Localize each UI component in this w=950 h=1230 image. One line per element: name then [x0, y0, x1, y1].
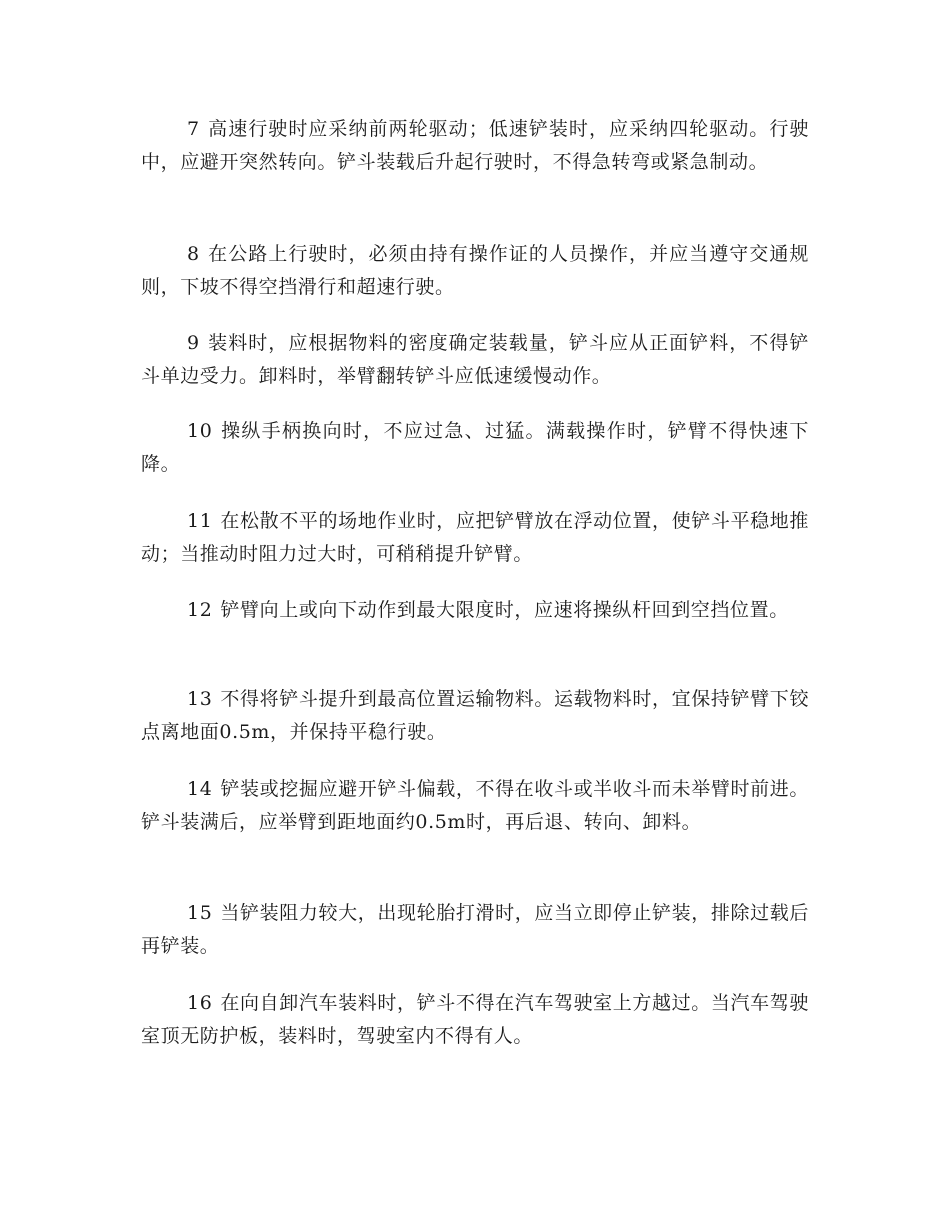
paragraph-9 — [141, 327, 809, 393]
paragraph-number: 12 — [187, 599, 213, 621]
paragraph-12 — [141, 594, 809, 627]
paragraph-10 — [141, 415, 809, 481]
paragraph-number: 16 — [187, 992, 213, 1014]
paragraph-number: 9 — [187, 332, 200, 354]
paragraph-11 — [141, 505, 809, 571]
paragraph-number: 10 — [187, 420, 213, 442]
paragraph-text: 在向自卸汽车装料时，铲斗不得在汽车驾驶室上方越过。当汽车驾驶室顶无防护板，装料时，驾驶室内不得有人。 — [141, 992, 809, 1047]
paragraph-text: 不得将铲斗提升到最高位置运输物料。运载物料时，宜保持铲臂下铰点离地面0.5m，并保持平稳行驶。 — [141, 688, 809, 743]
paragraph-text: 在松散不平的场地作业时，应把铲臂放在浮动位置，使铲斗平稳地推动；当推动时阻力过大时，可稍稍提升铲臂。 — [141, 510, 809, 565]
paragraph-13 — [141, 683, 809, 749]
paragraph-number: 13 — [187, 688, 213, 710]
paragraph-number: 14 — [187, 778, 213, 800]
paragraph-7 — [141, 113, 809, 179]
paragraph-number: 7 — [187, 118, 200, 140]
paragraph-number: 15 — [187, 902, 213, 924]
paragraph-text: 铲臂向上或向下动作到最大限度时，应速将操纵杆回到空挡位置。 — [220, 599, 789, 621]
paragraph-text: 铲装或挖掘应避开铲斗偏载，不得在收斗或半收斗而未举臂时前进。铲斗装满后，应举臂到距地面约0.5m时，再后退、转向、卸料。 — [141, 778, 809, 833]
paragraph-16 — [141, 987, 809, 1053]
paragraph-number: 8 — [187, 243, 200, 265]
paragraph-text: 在公路上行驶时，必须由持有操作证的人员操作，并应当遵守交通规则，下坡不得空挡滑行和超速行驶。 — [141, 243, 809, 298]
paragraph-text: 操纵手柄换向时，不应过急、过猛。满载操作时，铲臂不得快速下降。 — [141, 420, 809, 475]
paragraph-text: 装料时，应根据物料的密度确定装载量，铲斗应从正面铲料，不得铲斗单边受力。卸料时，举臂翻转铲斗应低速缓慢动作。 — [141, 332, 809, 387]
paragraph-14 — [141, 773, 809, 839]
paragraph-8 — [141, 238, 809, 304]
paragraph-number: 11 — [187, 510, 213, 532]
paragraph-text: 当铲装阻力较大，出现轮胎打滑时，应当立即停止铲装，排除过载后再铲装。 — [141, 902, 809, 957]
paragraph-15 — [141, 897, 809, 963]
paragraph-text: 高速行驶时应采纳前两轮驱动；低速铲装时，应采纳四轮驱动。行驶中，应避开突然转向。铲斗装载后升起行驶时，不得急转弯或紧急制动。 — [141, 118, 809, 173]
